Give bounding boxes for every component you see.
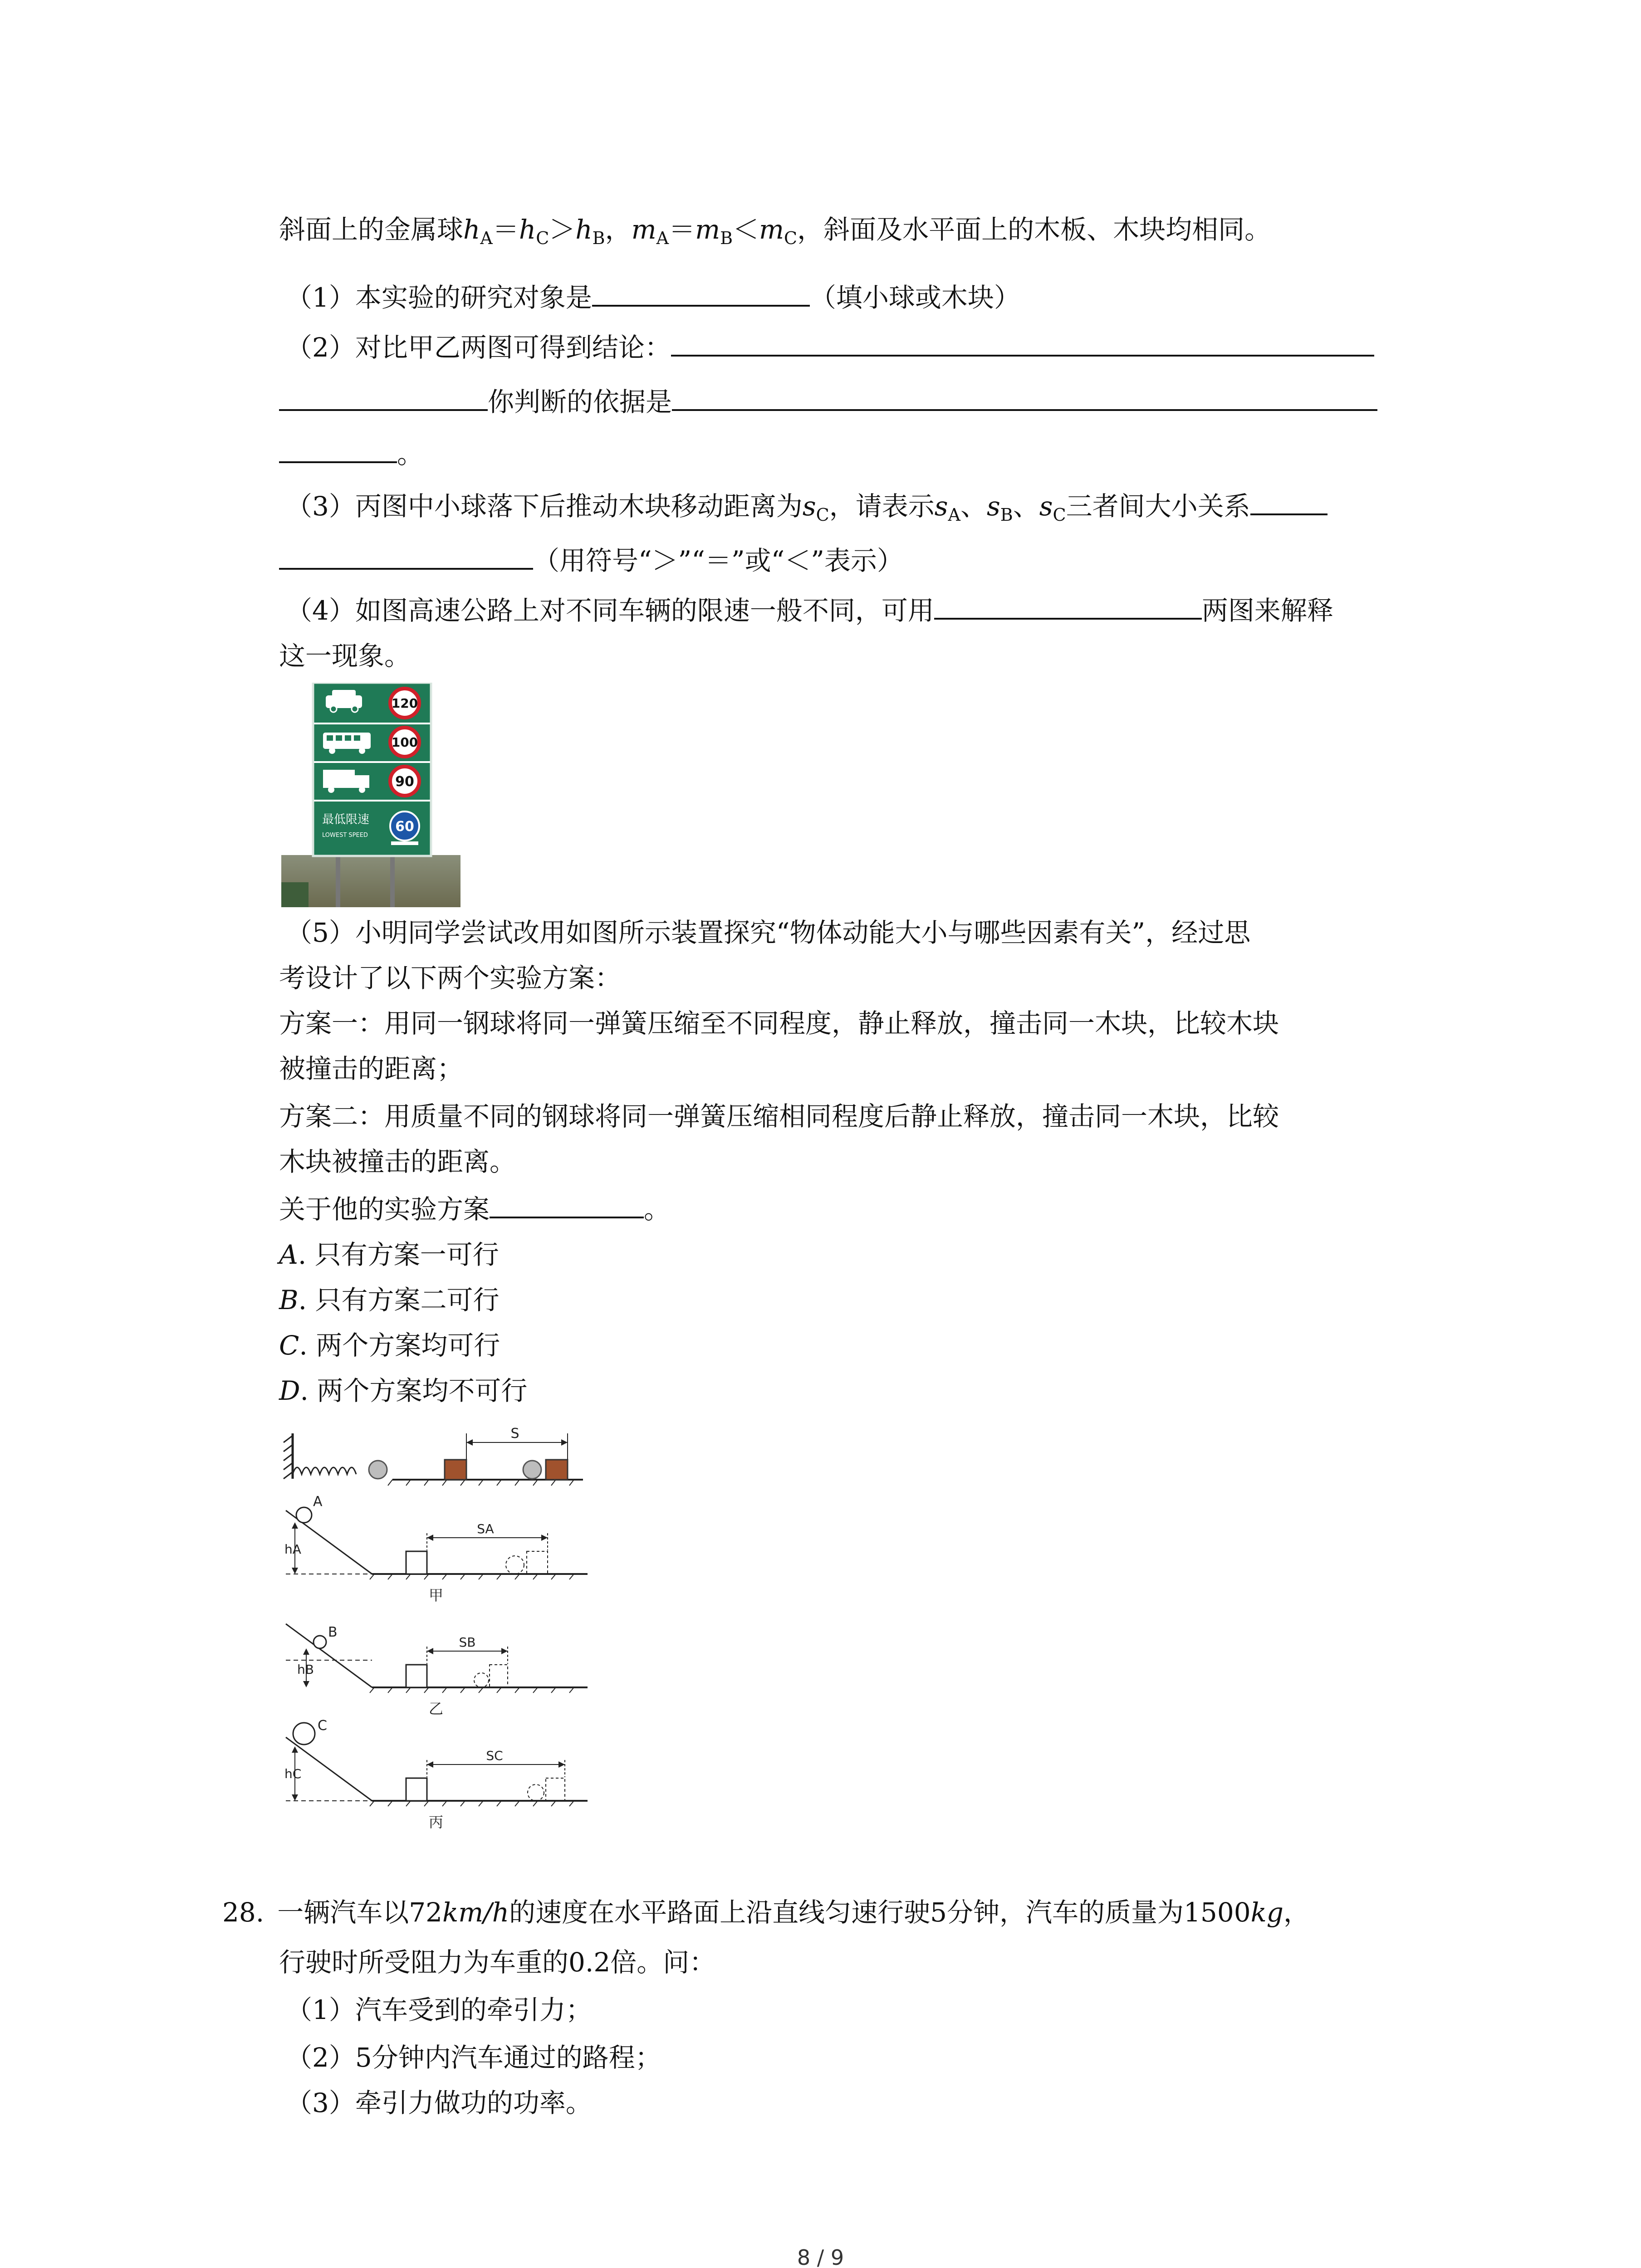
option-d[interactable]: D. 两个方案均不可行 <box>279 1375 528 1406</box>
option-a[interactable]: A. 只有方案一可行 <box>279 1239 499 1270</box>
incline-diagram-bing <box>279 1719 592 1833</box>
q27-part3-line1: （3）丙图中小球落下后推动木块移动距离为$s_C$，请表示$s_A$、$s_B$、$s_C$三者间大小关系 <box>286 490 1327 523</box>
steel-ball <box>369 1461 387 1479</box>
speed-circle-100 <box>390 728 419 757</box>
svg-text:120: 120 <box>391 696 418 711</box>
q27-part5-line3: 方案一：用同一钢球将同一弹簧压缩至不同程度，静止释放，撞击同一木块，比较木块 <box>279 1008 1279 1039</box>
answer-blank-2c[interactable] <box>672 386 1377 411</box>
question-number: 28. <box>222 1897 265 1928</box>
svg-text:hC: hC <box>284 1766 302 1781</box>
answer-blank-1[interactable] <box>592 281 810 307</box>
option-c[interactable]: C. 两个方案均可行 <box>279 1330 500 1361</box>
q27-part5-line1: （5）小明同学尝试改用如图所示装置探究“物体动能大小与哪些因素有关”，经过思 <box>286 917 1251 948</box>
svg-text:90: 90 <box>395 774 414 790</box>
svg-text:60: 60 <box>395 819 414 835</box>
ball-b <box>314 1636 326 1648</box>
q28-sub1: （1）汽车受到的牵引力； <box>286 1994 592 2025</box>
ball-a <box>296 1507 312 1523</box>
q28-sub3: （3）牵引力做功的功率。 <box>286 2087 592 2118</box>
q28-sub2: （2）5分钟内汽车通过的路程； <box>286 2042 661 2073</box>
q27-part5-line6: 木块被撞击的距离。 <box>279 1146 516 1177</box>
q27-part5-line4: 被撞击的距离； <box>279 1053 464 1084</box>
svg-text:丙: 丙 <box>429 1813 444 1831</box>
q27-part5-line7: 关于他的实验方案 。 <box>279 1194 671 1225</box>
answer-blank-4[interactable] <box>934 594 1202 620</box>
answer-blank-2a[interactable] <box>671 331 1374 357</box>
answer-blank-3b[interactable] <box>279 544 533 570</box>
speed-limit-sign-photo <box>281 683 460 907</box>
ball-c <box>293 1723 315 1745</box>
svg-text:B: B <box>328 1624 338 1640</box>
answer-blank-2d[interactable] <box>279 438 397 463</box>
spring-apparatus-diagram <box>279 1424 588 1488</box>
svg-text:C: C <box>318 1719 327 1734</box>
q27-intro: 斜面上的金属球$h_A=h_C>h_B$，$m_A=m_B<m_C$，斜面及水平面上的木板、木块均相同。 <box>279 214 1271 248</box>
q27-part4-line2: 这一现象。 <box>279 640 411 671</box>
svg-text:最低限速: 最低限速 <box>322 813 370 826</box>
incline-diagram-jia <box>279 1492 592 1606</box>
q27-part5-line2: 考设计了以下两个实验方案： <box>279 963 622 993</box>
incline-diagram-yi <box>279 1606 592 1719</box>
svg-text:A: A <box>313 1494 323 1510</box>
q27-part2-line1: （2）对比甲乙两图可得到结论： <box>286 331 1374 364</box>
svg-text:SC: SC <box>486 1748 503 1763</box>
option-b[interactable]: B. 只有方案二可行 <box>279 1285 500 1315</box>
speed-limit-sign-svg <box>281 683 460 907</box>
svg-text:S: S <box>510 1426 519 1442</box>
q27-part4-line1: （4）如图高速公路上对不同车辆的限速一般不同，可用 两图来解释 <box>286 595 1333 626</box>
speed-circle-90 <box>390 767 419 796</box>
svg-text:SA: SA <box>477 1521 494 1536</box>
svg-text:SB: SB <box>459 1635 476 1650</box>
answer-blank-5[interactable] <box>490 1193 644 1218</box>
svg-text:LOWEST SPEED: LOWEST SPEED <box>322 832 368 839</box>
svg-text:甲: 甲 <box>429 1587 444 1604</box>
svg-text:乙: 乙 <box>429 1700 444 1717</box>
answer-blank-3a[interactable] <box>1250 490 1327 515</box>
svg-text:100: 100 <box>391 735 418 750</box>
q27-part1: （1）本实验的研究对象是 （填小球或木块） <box>286 282 1020 313</box>
q27-part2-line2: 你判断的依据是 <box>279 386 1377 418</box>
q28-line1: 28. 一辆汽车以72km/h的速度在水平路面上沿直线匀速行驶5分钟，汽车的质量为1500kg， <box>222 1897 1310 1928</box>
answer-blank-2b[interactable] <box>279 386 488 411</box>
spring-icon <box>293 1467 356 1474</box>
q27-part5-line5: 方案二：用质量不同的钢球将同一弹簧压缩相同程度后静止释放，撞击同一木块，比较 <box>279 1101 1279 1132</box>
q27-part3-line2: （用符号“＞”“＝”或“＜”表示） <box>279 544 903 577</box>
svg-text:hA: hA <box>284 1542 301 1557</box>
q27-part2-line3: 。 <box>279 438 423 470</box>
svg-text:hB: hB <box>297 1662 314 1677</box>
page-number: 8 / 9 <box>797 2245 844 2268</box>
wood-block <box>445 1460 466 1480</box>
speed-circle-120 <box>390 689 419 718</box>
q28-line2: 行驶时所受阻力为车重的0.2倍。问： <box>279 1947 716 1978</box>
